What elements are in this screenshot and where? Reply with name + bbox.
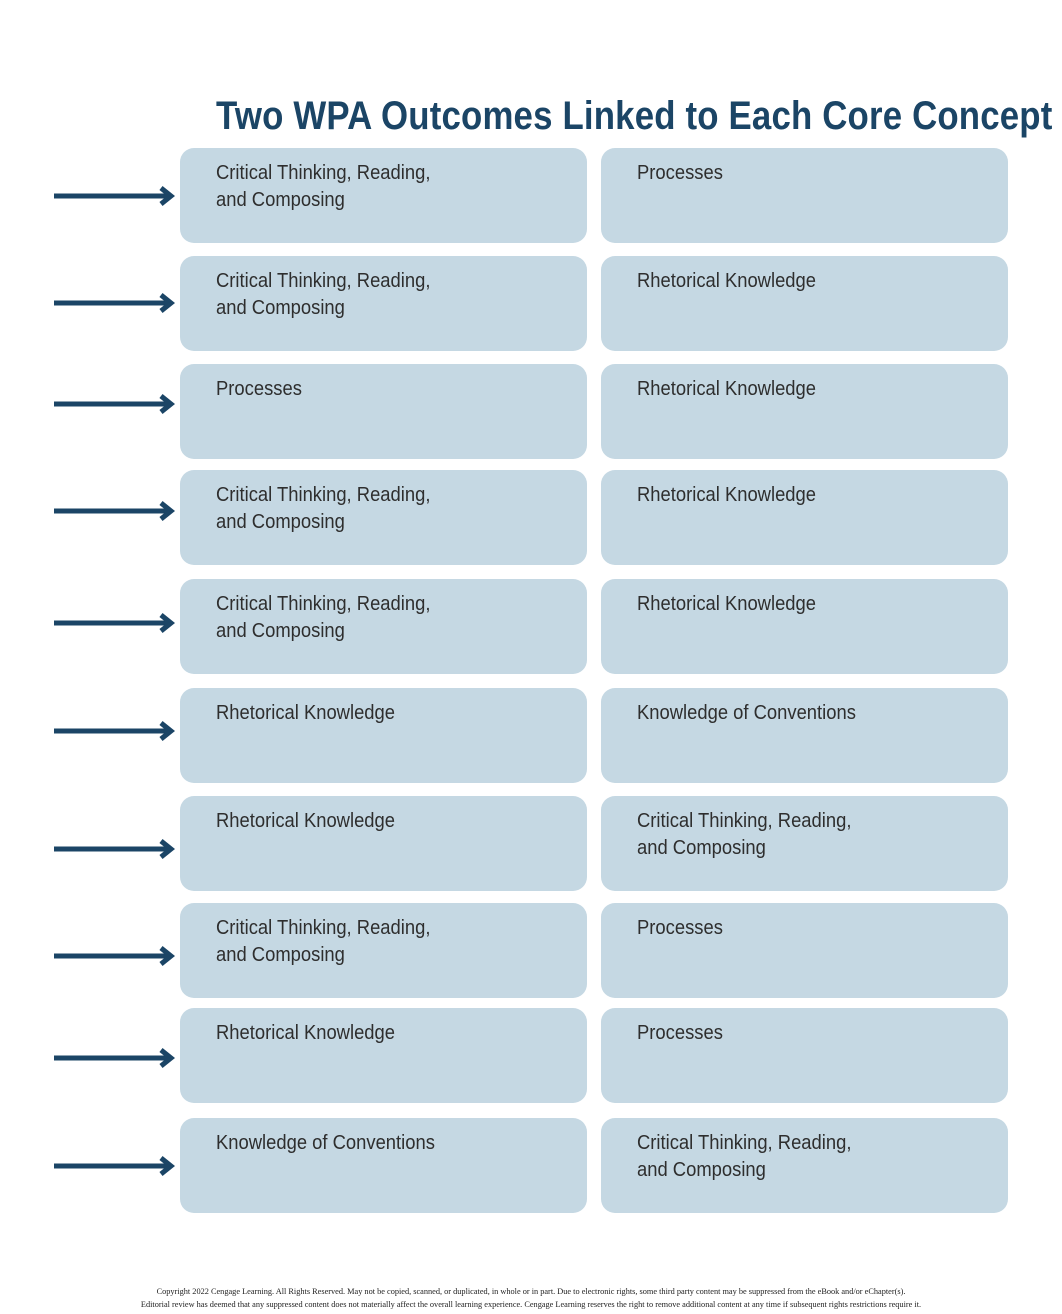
outcome-box-left	[180, 688, 587, 783]
arrow-right-icon	[54, 394, 178, 414]
outcome-label: Processes	[637, 1022, 723, 1044]
arrow-right-icon	[54, 1156, 178, 1176]
outcome-box-right	[601, 903, 1008, 998]
outcome-label: Rhetorical Knowledge	[216, 810, 395, 832]
outcome-label: Critical Thinking, Reading, and Composing	[637, 1132, 852, 1181]
outcome-box-left	[180, 1118, 587, 1213]
outcome-box-right	[601, 688, 1008, 783]
outcome-box-left	[180, 903, 587, 998]
copyright-line-1: Copyright 2022 Cengage Learning. All Rights Reserved. May not be copied, scanned, or duplicated, in whole or in part. Due to electronic rights, some third party content may be suppressed from the eBook and/or eChapter(s).	[156, 1287, 906, 1296]
outcome-row	[0, 688, 1062, 783]
outcome-label: Rhetorical Knowledge	[216, 702, 395, 724]
outcome-label: Critical Thinking, Reading, and Composing	[637, 810, 852, 859]
outcome-box-right	[601, 470, 1008, 565]
outcome-row	[0, 903, 1062, 998]
outcome-box-right	[601, 364, 1008, 459]
outcome-box-right	[601, 579, 1008, 674]
arrow-right-icon	[54, 186, 178, 206]
arrow-right-icon	[54, 721, 178, 741]
arrow-right-icon	[54, 1048, 178, 1068]
outcome-row	[0, 579, 1062, 674]
arrow-right-icon	[54, 839, 178, 859]
outcome-box-left	[180, 256, 587, 351]
arrow-right-icon	[54, 501, 178, 521]
outcome-label: Knowledge of Conventions	[216, 1132, 435, 1154]
outcome-label: Rhetorical Knowledge	[216, 1022, 395, 1044]
outcome-row	[0, 1008, 1062, 1103]
arrow-right-icon	[54, 293, 178, 313]
outcome-label: Rhetorical Knowledge	[637, 270, 816, 292]
outcome-label: Critical Thinking, Reading, and Composing	[216, 917, 431, 966]
outcome-row	[0, 1118, 1062, 1213]
outcome-label: Critical Thinking, Reading, and Composing	[216, 593, 431, 642]
outcome-row	[0, 796, 1062, 891]
outcome-box-left	[180, 579, 587, 674]
outcome-label: Critical Thinking, Reading, and Composing	[216, 484, 431, 533]
outcome-row	[0, 256, 1062, 351]
arrow-right-icon	[54, 613, 178, 633]
outcome-box-right	[601, 256, 1008, 351]
outcome-box-left	[180, 1008, 587, 1103]
outcome-box-right	[601, 796, 1008, 891]
arrow-right-icon	[54, 946, 178, 966]
outcome-label: Processes	[216, 378, 302, 400]
outcome-label: Rhetorical Knowledge	[637, 593, 816, 615]
outcome-box-left	[180, 148, 587, 243]
outcome-label: Processes	[637, 917, 723, 939]
copyright-line-2: Editorial review has deemed that any suppressed content does not materially affect the overall learning experience. Cengage Learning reserves the right to remove additional content at any time if subsequent rights restrictions require it.	[140, 1300, 922, 1309]
page-title: Two WPA Outcomes Linked to Each Core Concept	[216, 94, 1053, 138]
outcome-label: Critical Thinking, Reading, and Composing	[216, 162, 431, 211]
outcome-box-right	[601, 148, 1008, 243]
outcome-label: Processes	[637, 162, 723, 184]
outcome-label: Knowledge of Conventions	[637, 702, 856, 724]
outcome-box-left	[180, 364, 587, 459]
outcome-box-right	[601, 1118, 1008, 1213]
outcome-label: Rhetorical Knowledge	[637, 484, 816, 506]
outcome-label: Critical Thinking, Reading, and Composing	[216, 270, 431, 319]
outcome-box-left	[180, 796, 587, 891]
outcome-row	[0, 470, 1062, 565]
outcome-row	[0, 364, 1062, 459]
outcome-box-left	[180, 470, 587, 565]
outcome-row	[0, 148, 1062, 243]
outcome-label: Rhetorical Knowledge	[637, 378, 816, 400]
outcome-box-right	[601, 1008, 1008, 1103]
